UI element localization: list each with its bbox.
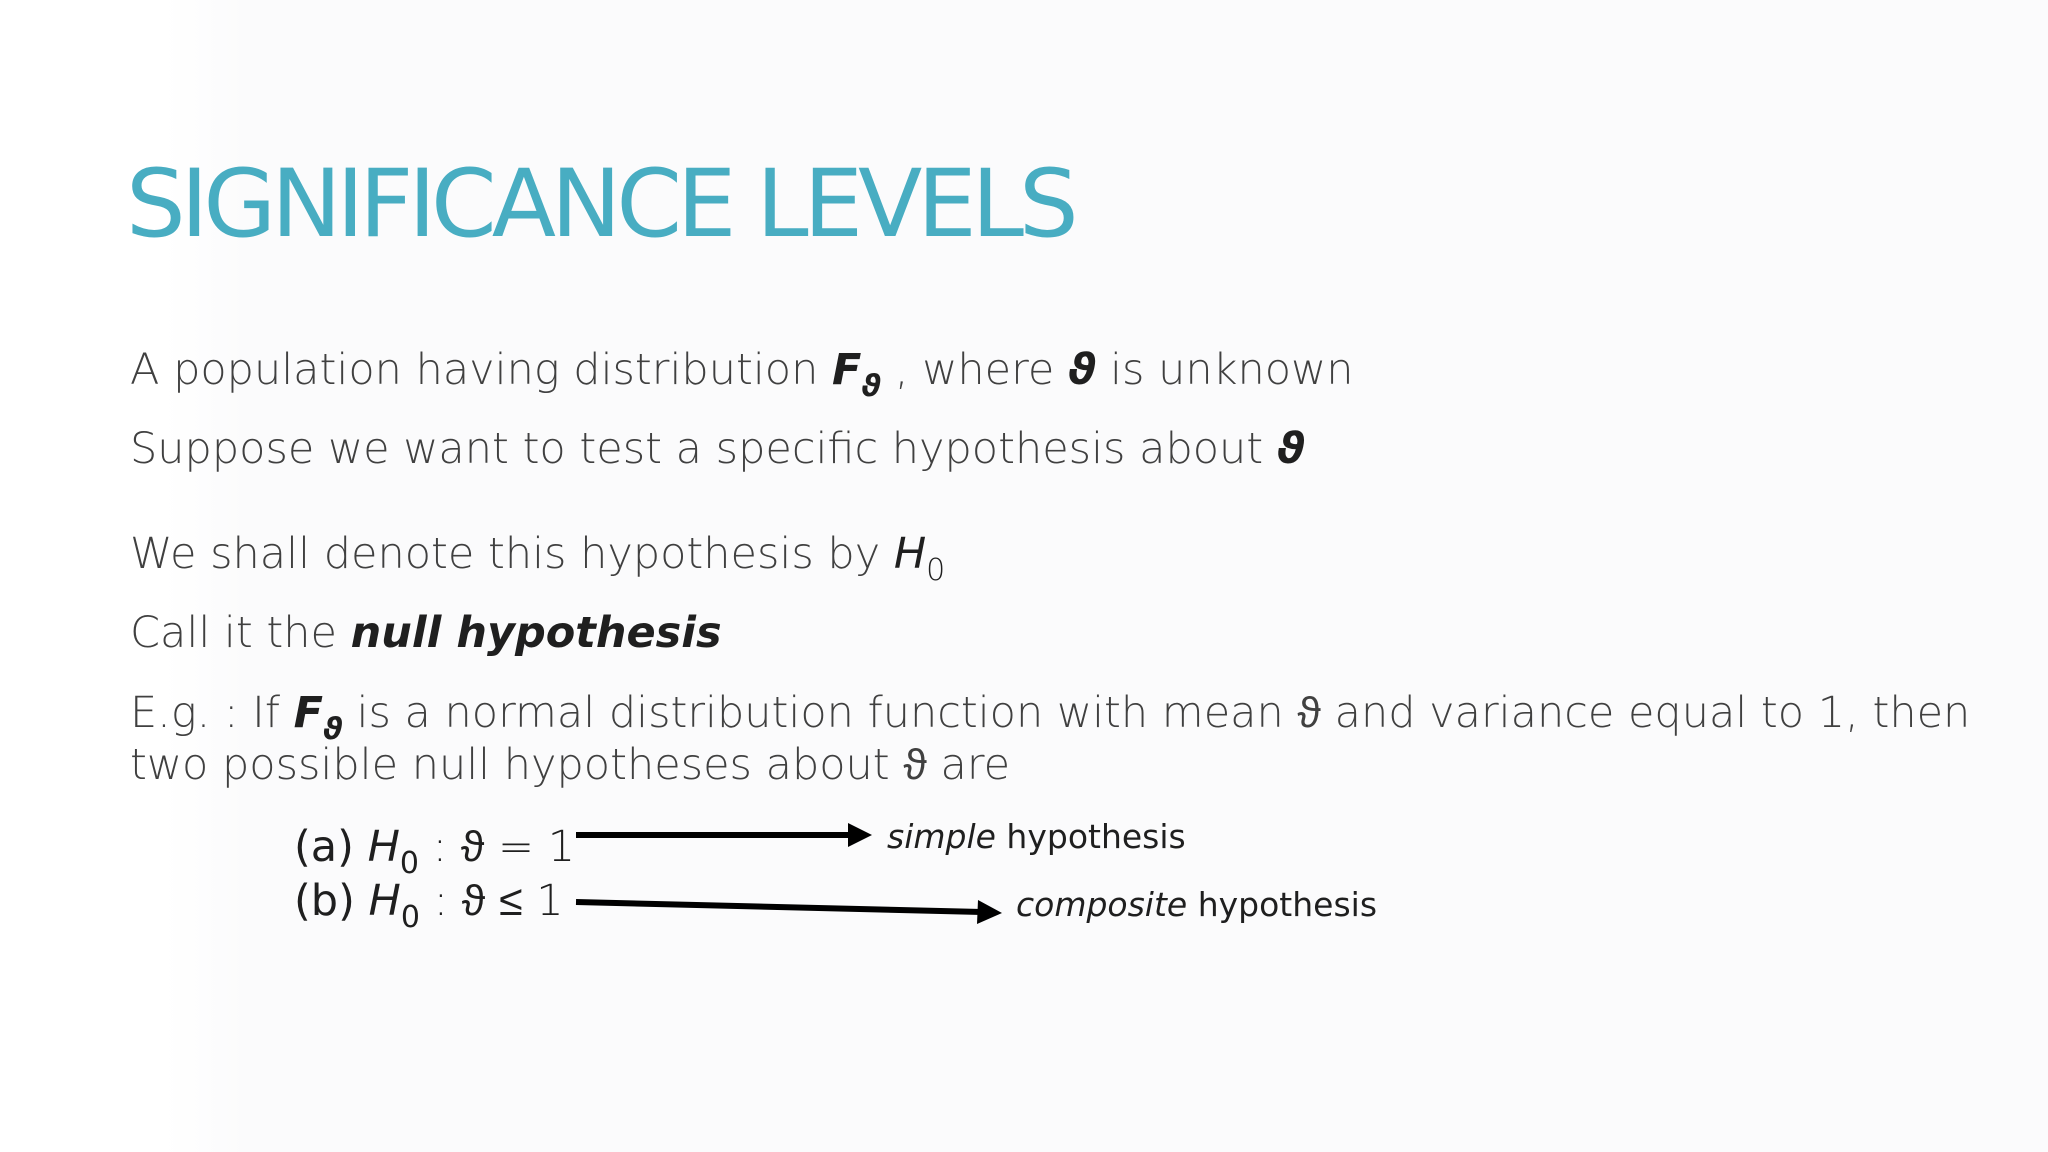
- hypothesis-a-label: (a): [294, 822, 368, 872]
- line-example: [130, 688, 1971, 747]
- hypothesis-b-label: (b): [294, 876, 369, 926]
- arrow-composite: [576, 900, 1002, 924]
- slide-title: SIGNIFICANCE LEVELS: [126, 150, 1074, 259]
- line-suppose: [130, 424, 1305, 476]
- line-denote-pre: We shall denote this hypothesis by: [130, 529, 894, 579]
- line-example-cont: two possible null hypotheses about ϑ are: [130, 740, 1011, 790]
- line-population: [130, 345, 1354, 404]
- h-symbol: H: [893, 529, 927, 579]
- h-symbol: H: [368, 876, 401, 926]
- null-hypothesis-term: null hypothesis: [350, 608, 722, 658]
- hypothesis-b-expression: : ϑ ≤ 1: [419, 876, 564, 926]
- h-subscript: 0: [400, 900, 420, 935]
- distribution-subscript: ϑ: [861, 369, 882, 404]
- distribution-symbol: F: [293, 688, 323, 738]
- simple-hypothesis-suffix: hypothesis: [995, 817, 1186, 856]
- h-subscript: 0: [926, 553, 946, 588]
- arrow-simple: [576, 823, 872, 847]
- line-null: [130, 608, 722, 660]
- composite-hypothesis-label: [1016, 885, 1378, 924]
- line-example-post: is a normal distribution function with mean ϑ and variance equal to 1, then: [342, 688, 1971, 738]
- line-population-pre: A population having distribution: [130, 345, 833, 395]
- h-subscript: 0: [399, 846, 420, 881]
- hypothesis-a-expression: : ϑ = 1: [419, 822, 576, 872]
- hypothesis-b: [294, 876, 564, 935]
- composite-term: composite: [1016, 885, 1188, 924]
- theta-symbol: ϑ: [1276, 424, 1306, 474]
- composite-hypothesis-suffix: hypothesis: [1187, 885, 1378, 924]
- h-symbol: H: [367, 822, 400, 872]
- line-population-mid: , where: [881, 345, 1068, 395]
- hypothesis-a: [294, 822, 576, 881]
- line-example-pre: E.g. : If: [130, 688, 294, 738]
- line-suppose-pre: Suppose we want to test a specific hypothesis about: [130, 424, 1277, 474]
- line-denote: [130, 529, 946, 588]
- simple-term: simple: [887, 817, 996, 856]
- theta-symbol: ϑ: [1067, 345, 1097, 395]
- line-population-post: is unknown: [1096, 345, 1354, 395]
- distribution-subscript: ϑ: [323, 712, 343, 747]
- simple-hypothesis-label: [887, 817, 1186, 856]
- line-null-pre: Call it the: [130, 608, 351, 658]
- distribution-symbol: F: [832, 345, 862, 395]
